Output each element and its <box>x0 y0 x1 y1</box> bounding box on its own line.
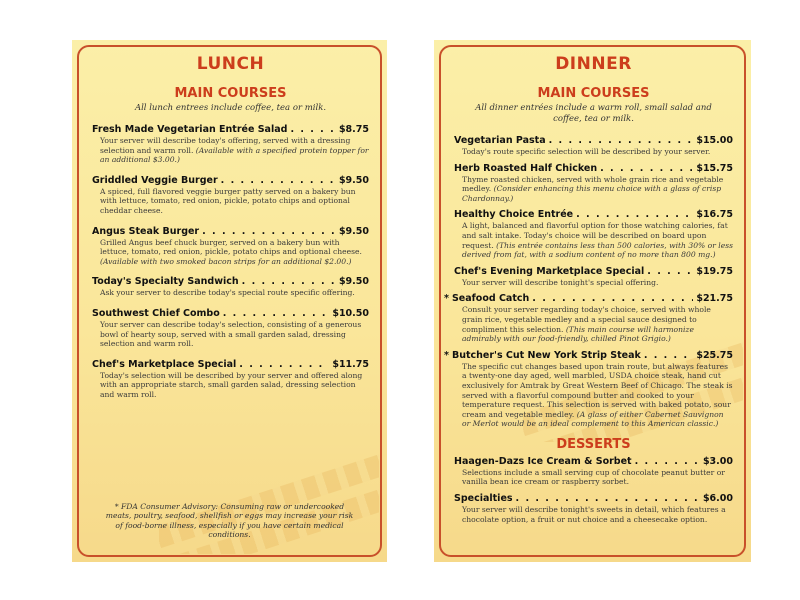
item-description: Selections include a small serving cup of chocolate peanut butter or vanilla bean ice cream or raspberry sorbet. <box>462 467 725 487</box>
item-price: $15.75 <box>696 162 733 174</box>
item-price: $11.75 <box>332 358 369 370</box>
item-name: Herb Roasted Half Chicken <box>454 162 598 174</box>
dinner-section-title: MAIN COURSES <box>537 86 650 101</box>
item-price: $3.00 <box>702 455 733 467</box>
dinner-note: All dinner entrées include a warm roll, small salad and coffee, tea or milk. <box>475 103 712 124</box>
item-price: $19.75 <box>696 265 733 277</box>
item-description: Your server can describe today's selection, consisting of a generous bowl of hearty soup, served with a small garden salad, dressing selection and warm roll. <box>100 319 362 349</box>
dinner-item <box>454 135 733 157</box>
lunch-note: All lunch entrees include coffee, tea or milk. <box>134 103 327 113</box>
item-description: Today's route specific selection will be described by your server. <box>462 147 711 156</box>
item-description: A light, balanced and flavorful option for those watching calories, fat and salt intake. Today's choice will be described on board upon request. <box>462 221 728 250</box>
item-name: Chef's Marketplace Special <box>92 358 237 370</box>
item-name: Vegetarian Pasta <box>454 135 546 146</box>
item-note: (Available with a specified protein topper for an additional $3.00.) <box>100 145 369 165</box>
item-description: Your server will describe tonight's special offering. <box>462 277 659 287</box>
dessert-item <box>454 493 733 524</box>
item-note: (Consider enhancing this menu choice with a glass of crisp Chardonnay.) <box>462 184 722 203</box>
item-description: Consult your server regarding today's choice, served with whole grain rice, vegetable medley and a special sauce designed to compliment this selection. <box>462 305 711 334</box>
item-description: Your server will describe tonight's sweets in detail, which features a chocolate option, a fruit or nut choice and a cheesecake option. <box>462 505 726 524</box>
lunch-item <box>92 226 369 267</box>
item-price: $6.00 <box>702 493 733 505</box>
dinner-menu-panel <box>434 40 751 562</box>
item-price: $15.00 <box>696 135 733 146</box>
item-name: Specialties <box>454 493 513 505</box>
lunch-menu-panel <box>72 40 387 562</box>
item-description: A spiced, full flavored veggie burger patty served on a bakery bun with lettuce, tomato, red onion, pickle, potato chips and optional cheddar cheese. <box>100 186 356 215</box>
dinner-title: DINNER <box>555 54 632 74</box>
lunch-item <box>92 276 369 298</box>
fda-advisory: * FDA Consumer Advisory: Consuming raw or undercooked meats, poultry, seafood, shellfish or eggs may increase your risk of food-borne illness, especially if you have certain medical conditions. <box>105 501 354 540</box>
item-name: Griddled Veggie Burger <box>92 174 218 186</box>
item-name: Angus Steak Burger <box>92 225 200 237</box>
advisory-asterisk: * <box>444 349 449 361</box>
item-price: $16.75 <box>696 209 733 221</box>
item-description: Ask your server to describe today's special route specific offering. <box>100 288 355 298</box>
item-note: (Available with two smoked bacon strips for an additional $2.00.) <box>100 256 352 266</box>
item-price: $9.50 <box>338 225 369 237</box>
dinner-item <box>444 349 733 429</box>
item-name: Today's Specialty Sandwich <box>92 276 239 288</box>
lunch-section-title: MAIN COURSES <box>174 86 287 101</box>
dinner-item <box>454 209 733 259</box>
item-price: $9.50 <box>338 174 369 186</box>
dinner-item <box>454 266 733 288</box>
item-name: Seafood Catch <box>451 293 530 305</box>
item-note: (This main course will harmonize admirably with our food-friendly, chilled Pinot Grigio.) <box>462 324 694 344</box>
lunch-item <box>92 308 369 349</box>
item-price: $10.50 <box>332 307 369 319</box>
item-price: $21.75 <box>696 293 733 305</box>
lunch-item <box>92 359 369 400</box>
item-note: (A glass of either Cabernet Sauvignon or Merlot would be an ideal complement to this American classic.) <box>462 409 724 429</box>
dessert-item <box>454 456 733 487</box>
item-name: Healthy Choice Entrée <box>454 209 574 221</box>
item-name: Southwest Chief Combo <box>92 307 220 319</box>
item-description: The specific cut changes based upon train route, but always features a twenty-one day aged, well marbled, USDA choice steak, hand cut exclusively for Amtrak by Great Western Beef of Chicago. The steak is served with a flavorful compound butter and cooked to your temperature request. This selection is served with baked potato, sour cream and vegetable medley. <box>462 361 733 419</box>
item-price: $25.75 <box>696 349 733 361</box>
item-description: Your server will describe today's offering, served with a dressing selection and warm roll. <box>100 136 351 155</box>
lunch-item <box>92 175 369 216</box>
dinner-item <box>444 293 733 344</box>
advisory-asterisk: * <box>444 293 449 305</box>
item-note: (This entrée contains less than 500 calories, with 30% or less derived from fat, with a sodium content of no more than 800 mg.) <box>462 240 733 260</box>
item-price: $9.50 <box>338 276 369 288</box>
item-name: Fresh Made Vegetarian Entrée Salad <box>92 124 288 135</box>
item-price: $8.75 <box>338 124 369 135</box>
item-description: Grilled Angus beef chuck burger, served on a bakery bun with lettuce, tomato, red onion, pickle, potato chips and optional cheese. <box>100 237 362 257</box>
lunch-title: LUNCH <box>196 54 265 74</box>
item-name: Haagen-Dazs Ice Cream & Sorbet <box>454 455 632 467</box>
lunch-item <box>92 124 369 165</box>
desserts-title: DESSERTS <box>556 436 631 452</box>
item-name: Butcher's Cut New York Strip Steak <box>451 349 641 361</box>
item-name: Chef's Evening Marketplace Special <box>454 265 645 277</box>
item-description: Today's selection will be described by your server and offered along with an appropriate starch, small garden salad, dressing selection and warm roll. <box>100 370 363 399</box>
item-description: Thyme roasted chicken, served with whole grain rice and vegetable medley. <box>462 174 724 194</box>
dinner-item <box>454 163 733 204</box>
